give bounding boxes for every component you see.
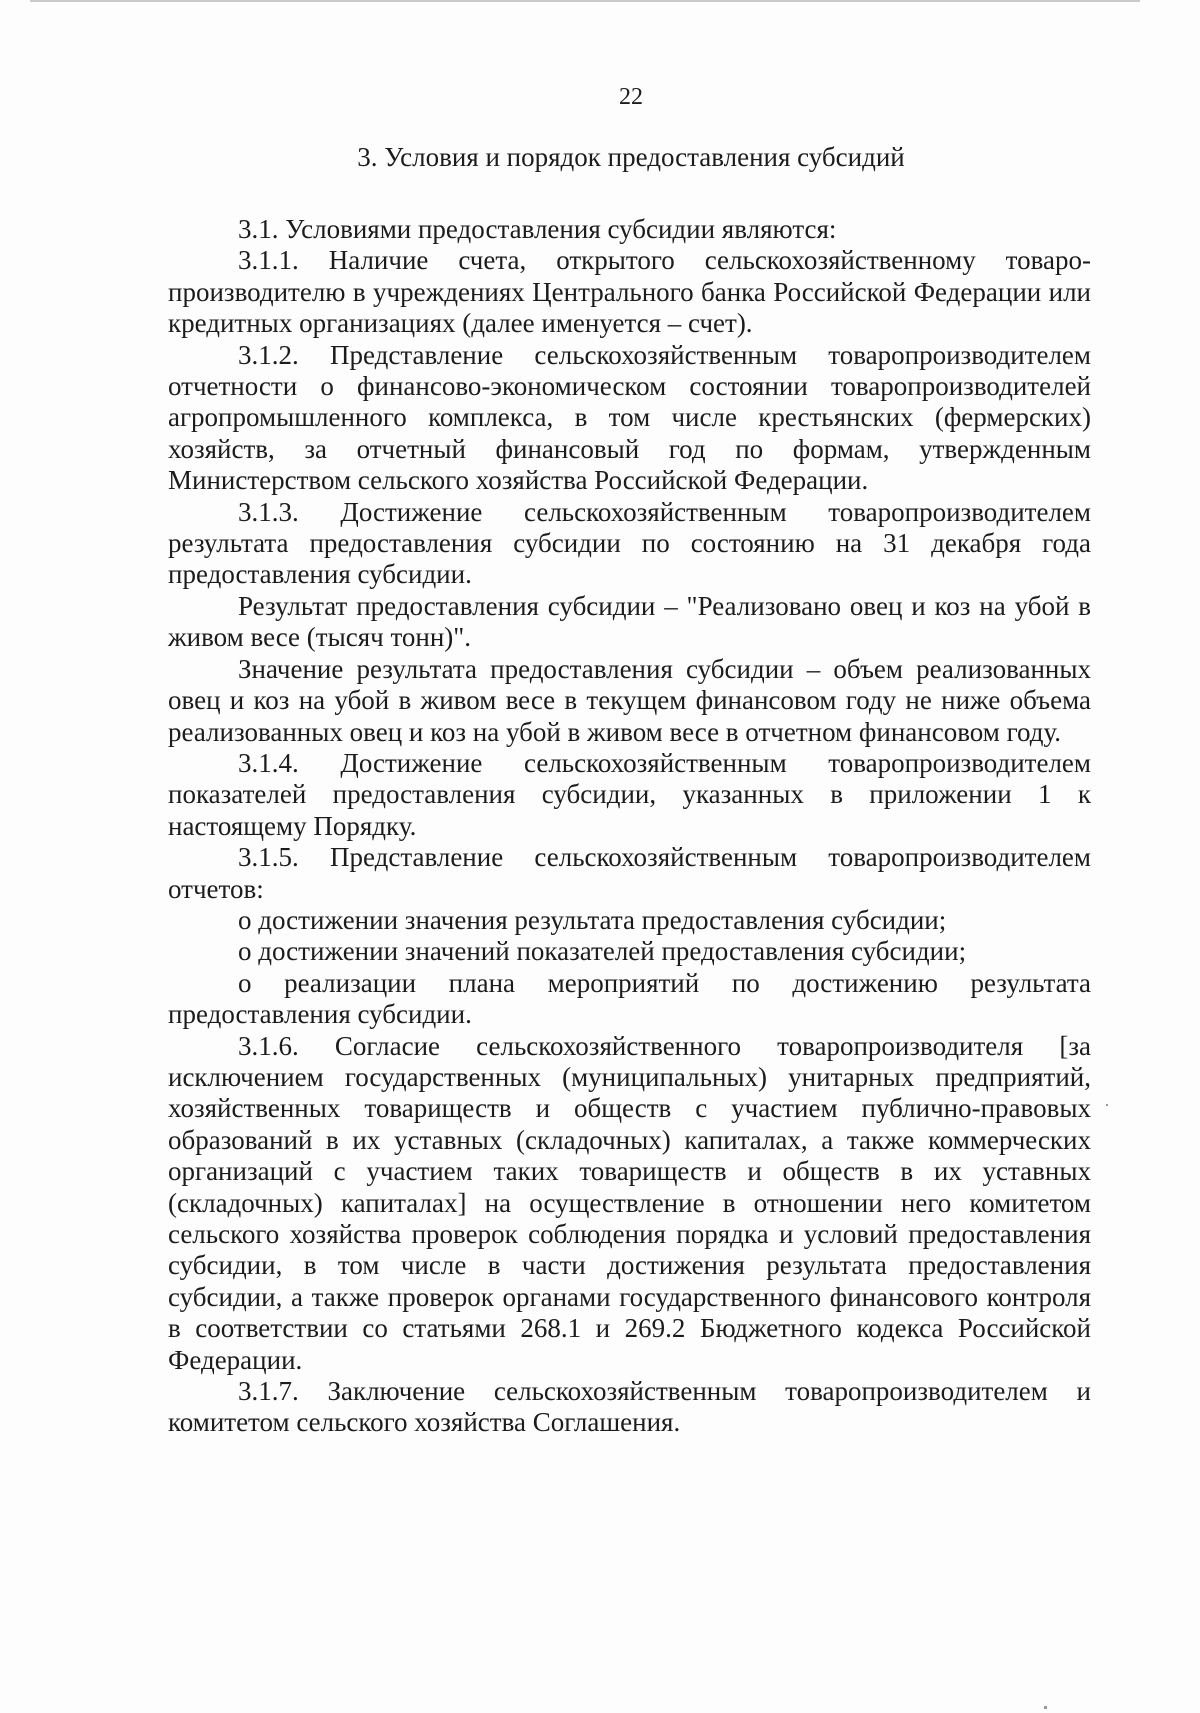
paragraph-result-value: Значение результата предоставления субсидии – объем реализованных овец и коз на убой в живом весе в текущем финансовом году не ниже объема реализованных овец и коз на убой в живом весе в отчетном финансовом году. (168, 653, 1091, 747)
list-item-report-result: о достижении значения результата предоставления субсидии; (238, 904, 947, 935)
paragraph-result: Результат предоставления субсидии – "Реализовано овец и коз на убой в живом весе (тысяч тонн)". (168, 590, 1091, 653)
scan-dot (1044, 1706, 1047, 1709)
document-body (168, 214, 1091, 1439)
section-title: 3. Условия и порядок предоставления субсидий (357, 142, 905, 172)
scan-dot (1106, 1104, 1108, 1106)
paragraph-3-1-3: 3.1.3. Достижение сельскохозяйственным товаропроизводителем результата предоставления субсидии по состоянию на 31 декабря года предоставления субсидии. (168, 496, 1091, 590)
paragraph-3-1-5: 3.1.5. Представление сельскохозяйственным товаропроизводителем отчетов: (168, 842, 1091, 904)
list-item-report-plan: о реализации плана мероприятий по достижению результата предоставления субсидии. (168, 967, 1091, 1030)
paragraph-3-1: 3.1. Условиями предоставления субсидии являются: (238, 214, 837, 244)
scan-edge-line (30, 0, 1140, 2)
paragraph-3-1-1: 3.1.1. Наличие счета, открытого сельскохозяйственному товаро-производителю в учреждениях Центрального банка Российской Федерации или кредитных организациях (далее именуется – счет). (168, 245, 1091, 339)
paragraph-3-1-2: 3.1.2. Представление сельскохозяйственным товаропроизводителем отчетности о финансово-экономическом состоянии товаропроизводителей агропромышленного комплекса, в том числе крестьянских (фермерских) хозяйств, за отчетный финансовый год по формам, утвержденным Министерством сельского хозяйства Российской Федерации. (168, 339, 1091, 496)
paragraph-3-1-6: 3.1.6. Согласие сельскохозяйственного товаропроизводителя [за исключением государственных (муниципальных) унитарных предприятий, хозяйственных товариществ и обществ с участием публично-правовых образований в их уставных (складочных) капиталах, а также коммерческих организаций с участием таких товариществ и обществ в их уставных (складочных) капиталах] на осуществление в отношении него комитетом сельского хозяйства проверок соблюдения порядка и условий предоставления субсидии, в том числе в части достижения результата предоставления субсидии, а также проверок органами государственного финансового контроля в соответствии со статьями 268.1 и 269.2 Бюджетного кодекса Российской Федерации. (168, 1030, 1091, 1375)
page-number: 22 (619, 84, 643, 110)
paragraph-3-1-4: 3.1.4. Достижение сельскохозяйственным товаропроизводителем показателей предоставления субсидии, указанных в приложении 1 к настоящему Порядку. (168, 747, 1091, 841)
list-item-report-indicators: о достижении значений показателей предоставления субсидии; (238, 936, 967, 967)
paragraph-3-1-7: 3.1.7. Заключение сельскохозяйственным товаропроизводителем и комитетом сельского хозяйства Соглашения. (168, 1376, 1091, 1438)
